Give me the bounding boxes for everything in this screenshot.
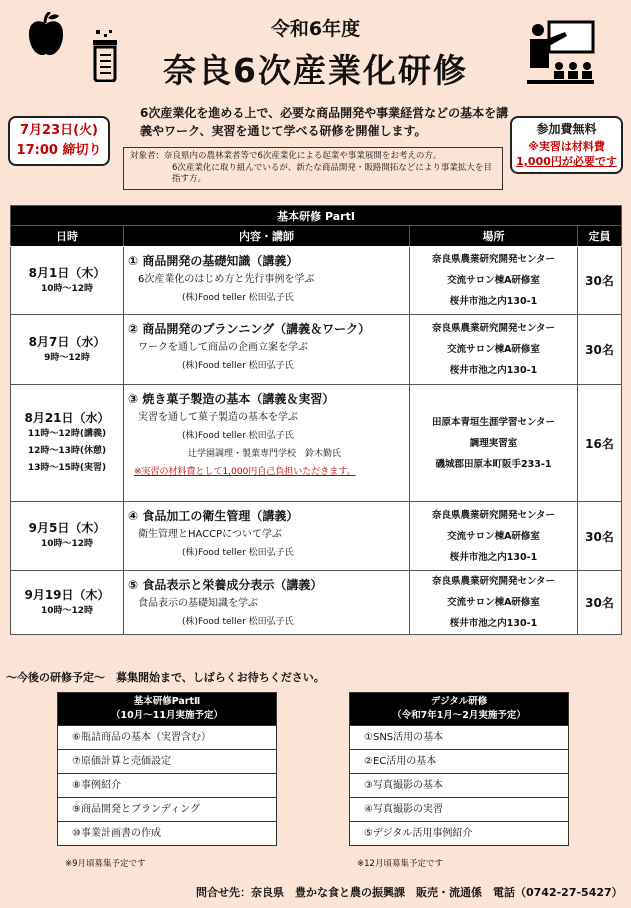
future-box-period: （令和7年1月～2月実施予定） xyxy=(392,710,526,721)
venue-line: 桜井市池之内130-1 xyxy=(449,365,538,376)
venue-line: 奈良県農業研究開発センター xyxy=(431,323,556,334)
future-box-digital xyxy=(349,692,569,846)
venue-cell xyxy=(410,385,578,502)
session-title: ③ 焼き菓子製造の基本（講義＆実習） xyxy=(128,392,335,406)
instructor: (株)Food teller 松田弘子氏 xyxy=(182,293,294,303)
page-subtitle: 令和6年度 xyxy=(270,18,361,40)
session-description: 実習を通して菓子製造の基本を学ぶ xyxy=(138,412,298,423)
col-header-place: 場所 xyxy=(410,226,578,247)
col-header-capacity: 定員 xyxy=(578,226,622,247)
target-line-2: 6次産業化に取り組んでいるが、新たな商品開発・販路開拓などにより事業拡大を目指す方。 xyxy=(172,162,492,184)
session-date: 8月21日（水） xyxy=(24,411,110,425)
table-row xyxy=(11,385,622,502)
list-item: ⑦原価計算と売価設定 xyxy=(58,749,276,773)
venue-line: 調理実習室 xyxy=(469,437,518,449)
session-time: 10時～12時 xyxy=(40,539,94,549)
capacity-cell: 30名 xyxy=(578,502,622,571)
date-cell xyxy=(11,315,124,385)
instructor: 辻学園調理・製菓専門学校 鈴木勤氏 xyxy=(188,449,342,459)
instructor: (株)Food teller 松田弘子氏 xyxy=(182,548,294,558)
target-line-1: 対象者：奈良県内の農林業者等で6次産業化による起業や事業展開をお考えの方。 xyxy=(130,151,442,161)
session-time: 10時～12時 xyxy=(40,605,94,616)
content-cell xyxy=(124,571,410,635)
fee-box xyxy=(510,116,623,174)
venue-cell xyxy=(410,247,578,315)
deadline-time: 17:00 締切り xyxy=(16,143,102,158)
session-title: ⑤ 食品表示と栄養成分表示（講義） xyxy=(128,578,323,592)
session-description: 6次産業化のはじめ方と先行事例を学ぶ xyxy=(138,274,315,285)
session-time: 9時～12時 xyxy=(44,352,90,363)
future-box-header xyxy=(58,693,276,725)
session-description: 衛生管理とHACCPについて学ぶ xyxy=(138,529,282,540)
instructor: (株)Food teller 松田弘子氏 xyxy=(182,431,294,441)
list-item: ④写真撮影の実習 xyxy=(350,797,568,821)
list-item: ⑨商品開発とブランディング xyxy=(58,797,276,821)
content-cell xyxy=(124,385,410,502)
intro-text: 6次産業化を進める上で、必要な商品開発や事業経営などの基本を講義やワーク、実習を通じて学べる研修を開催します。 xyxy=(140,106,509,138)
capacity-cell: 30名 xyxy=(578,571,622,635)
session-time: 10時～12時 xyxy=(40,283,94,294)
future-box-period: （10月～11月実施予定） xyxy=(111,710,223,721)
date-cell xyxy=(11,571,124,635)
deadline-box xyxy=(8,116,110,166)
session-date: 8月1日（木） xyxy=(28,265,106,280)
page-title: 奈良6次産業化研修 xyxy=(163,51,468,90)
future-box-note: ※12月頃募集予定です xyxy=(357,859,443,869)
venue-line: 交流サロン棟A研修室 xyxy=(447,344,540,355)
list-item: ⑩事業計画書の作成 xyxy=(58,821,276,845)
session-description: 食品表示の基礎知識を学ぶ xyxy=(138,598,258,609)
venue-line: 交流サロン棟A研修室 xyxy=(447,530,540,542)
list-item: ⑤デジタル活用事例紹介 xyxy=(350,821,568,845)
deadline-date: 7月23日(火) xyxy=(19,123,99,138)
instructor: (株)Food teller 松田弘子氏 xyxy=(182,361,294,371)
target-box xyxy=(123,147,503,190)
session-date: 8月7日（水） xyxy=(28,334,106,349)
session-title: ④ 食品加工の衛生管理（講義） xyxy=(128,509,299,523)
session-title: ② 商品開発のプランニング（講義＆ワーク） xyxy=(128,322,371,336)
session-time: 13時～15時(実習) xyxy=(27,463,107,473)
date-cell xyxy=(11,247,124,315)
venue-line: 奈良県農業研究開発センター xyxy=(431,576,556,587)
future-box-title: デジタル研修 xyxy=(430,696,488,707)
capacity-cell: 30名 xyxy=(578,315,622,385)
session-time: 11時～12時(講義) xyxy=(27,429,107,439)
col-header-content: 内容・講師 xyxy=(124,226,410,247)
future-box-header xyxy=(350,693,568,725)
content-cell xyxy=(124,315,410,385)
venue-line: 桜井市池之内130-1 xyxy=(449,551,538,563)
table-row xyxy=(11,247,622,315)
content-cell xyxy=(124,502,410,571)
fee-note-2: 1,000円が必要です xyxy=(516,155,617,168)
fee-note-1: ※実習は材料費 xyxy=(528,140,605,153)
venue-line: 桜井市池之内130-1 xyxy=(449,296,538,307)
table-row xyxy=(11,315,622,385)
list-item: ⑥瓶詰商品の基本（実習含む） xyxy=(58,725,276,749)
table-row xyxy=(11,571,622,635)
venue-cell xyxy=(410,502,578,571)
future-box-note: ※9月頃募集予定です xyxy=(65,859,146,869)
venue-cell xyxy=(410,571,578,635)
list-item: ②EC活用の基本 xyxy=(350,749,568,773)
fee-label: 参加費無料 xyxy=(536,122,597,136)
venue-line: 田原本青垣生涯学習センター xyxy=(431,416,556,428)
venue-cell xyxy=(410,315,578,385)
material-fee-note: ※実習の材料費として1,000円自己負担いただきます。 xyxy=(134,467,356,477)
content-cell xyxy=(124,247,410,315)
venue-line: 奈良県農業研究開発センター xyxy=(431,509,556,521)
venue-line: 奈良県農業研究開発センター xyxy=(431,254,556,265)
list-item: ③写真撮影の基本 xyxy=(350,773,568,797)
session-date: 9月19日（木） xyxy=(24,587,110,602)
date-cell xyxy=(11,502,124,571)
date-cell xyxy=(11,385,124,502)
contact-footer: 問合せ先：奈良県 豊かな食と農の振興課 販売・流通係 電話（0742-27-5427） xyxy=(196,886,623,899)
session-time: 12時～13時(休憩) xyxy=(27,446,107,456)
list-item: ①SNS活用の基本 xyxy=(350,725,568,749)
list-item: ⑧事例紹介 xyxy=(58,773,276,797)
session-title: ① 商品開発の基礎知識（講義） xyxy=(128,254,299,268)
future-box-title: 基本研修PartⅡ xyxy=(133,696,201,707)
table-row xyxy=(11,502,622,571)
session-description: ワークを通して商品の企画立案を学ぶ xyxy=(138,342,308,353)
schedule-table xyxy=(10,205,622,635)
capacity-cell: 30名 xyxy=(578,247,622,315)
venue-line: 桜井市池之内130-1 xyxy=(449,618,538,629)
venue-line: 交流サロン棟A研修室 xyxy=(447,275,540,286)
table-title: 基本研修 PartⅠ xyxy=(11,206,622,226)
instructor: (株)Food teller 松田弘子氏 xyxy=(182,617,294,627)
capacity-cell: 16名 xyxy=(578,385,622,502)
col-header-date: 日時 xyxy=(11,226,124,247)
session-date: 9月5日（木） xyxy=(28,521,106,535)
venue-line: 磯城郡田原本町阪手233-1 xyxy=(435,458,552,470)
future-heading: ～今後の研修予定～ 募集開始まで、しばらくお待ちください。 xyxy=(6,671,325,684)
venue-line: 交流サロン棟A研修室 xyxy=(447,597,540,608)
future-box-basic xyxy=(57,692,277,846)
